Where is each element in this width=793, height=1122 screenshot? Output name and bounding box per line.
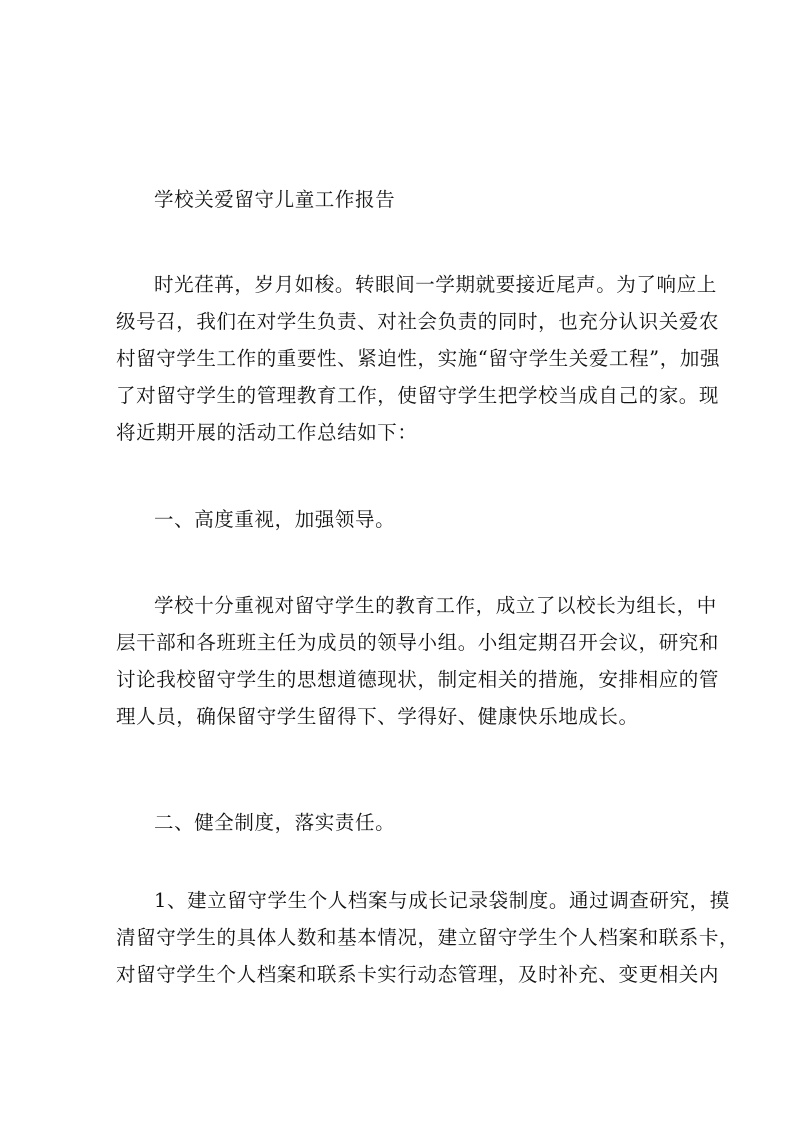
text-line: 理人员，确保留守学生留得下、学得好、健康快乐地成长。	[116, 705, 639, 728]
text-line: 讨论我校留守学生的思想道德现状，制定相关的措施，安排相应的管	[116, 668, 720, 691]
section-heading-2: 二、健全制度，落实责任。	[154, 811, 396, 834]
text-line: 1、建立留守学生个人档案与成长记录袋制度。通过调查研究，摸	[154, 889, 730, 912]
text-line: 将近期开展的活动工作总结如下：	[116, 421, 418, 444]
section-heading-1: 一、高度重视，加强领导。	[154, 508, 396, 531]
text-line: 级号召，我们在对学生负责、对社会负责的同时，也充分认识关爱农	[116, 310, 720, 333]
text-line: 清留守学生的具体人数和基本情况，建立留守学生个人档案和联系卡，	[116, 926, 740, 949]
text-line: 学校十分重视对留守学生的教育工作，成立了以校长为组长，中	[154, 594, 717, 617]
text-line: 了对留守学生的管理教育工作，使留守学生把学校当成自己的家。现	[116, 384, 720, 407]
document-title: 学校关爱留守儿童工作报告	[154, 188, 396, 211]
text-line: 对留守学生个人档案和联系卡实行动态管理，及时补充、变更相关内	[116, 963, 720, 986]
text-line: 村留守学生工作的重要性、紧迫性，实施“留守学生关爱工程”，加强	[116, 347, 721, 370]
text-line: 时光荏苒，岁月如梭。转眼间一学期就要接近尾声。为了响应上	[154, 273, 717, 296]
text-line: 层干部和各班班主任为成员的领导小组。小组定期召开会议，研究和	[116, 631, 720, 654]
